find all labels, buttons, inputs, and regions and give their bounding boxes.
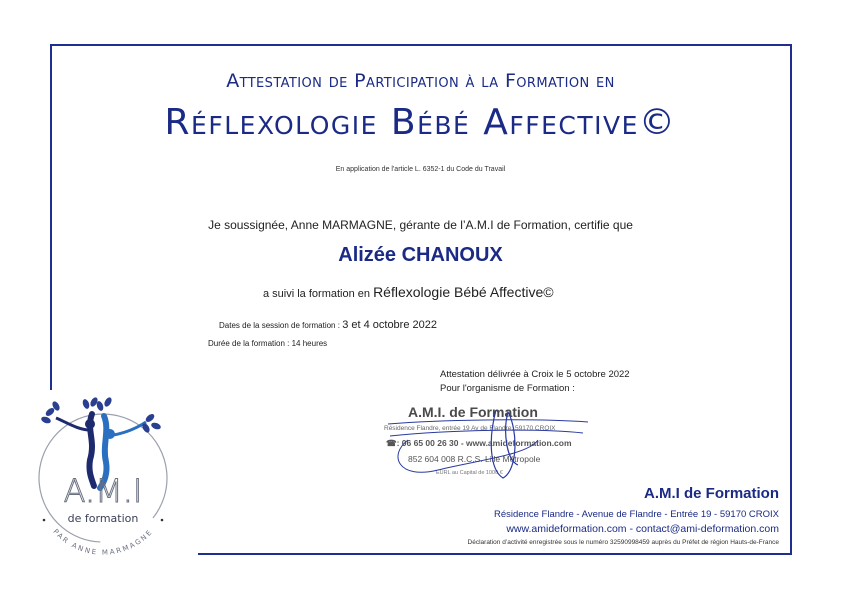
dates-value: 3 et 4 octobre 2022 [342,319,437,331]
signature-icon [378,400,598,485]
participant-name: Alizée CHANOUX [338,244,503,266]
certificate-title-line1: Attestation de Participation à la Formation en [226,70,615,92]
for-organization-label: Pour l'organisme de Formation : [440,383,575,394]
course-name: Réflexologie Bébé Affective© [373,284,554,300]
footer-address: Résidence Flandre - Avenue de Flandre - Entrée 19 - 59170 CROIX [494,509,779,520]
svg-text:PAR ANNE MARMAGNE: PAR ANNE MARMAGNE [51,527,155,557]
delivery-block [440,368,630,396]
stamp-name: A.M.I. de Formation [408,404,538,420]
certification-intro: Je soussignée, Anne MARMAGNE, gérante de l’A.M.I de Formation, certifie que [208,218,633,232]
footer-web-contact: www.amideformation.com - contact@ami-deformation.com [506,523,779,535]
footer-org-name: A.M.I de Formation [644,485,779,502]
stamp-capital: EURL au Capital de 1000 € [436,470,503,476]
company-stamp [378,400,598,485]
legal-reference: En application de l'article L. 6352-1 du Code du Travail [335,166,506,173]
svg-text:A.M.I: A.M.I [63,472,143,510]
session-duration: Durée de la formation : 14 heures [208,339,328,348]
ami-logo-icon [0,390,198,566]
course-followed-line [263,284,554,300]
stamp-rcs: 852 604 008 R.C.S. Lille Métropole [408,454,541,464]
delivery-statement: Attestation délivrée à Croix le 5 octobre 2022 [440,369,630,380]
stamp-phone-web: ☎: 06 65 00 26 30 - www.amideformation.com [386,438,572,448]
certificate-title-course: Réflexologie Bébé Affective© [164,102,677,143]
svg-text:de formation: de formation [67,512,139,525]
followed-prefix: a suivi la formation en [263,288,374,300]
footer-declaration: Déclaration d’activité enregistrée sous le numéro 32590998459 auprès du Préfet de région Hauts-de-France [467,539,779,546]
stamp-address: Résidence Flandre, entrée 19 Av de Flandre, 59170 CROIX [384,425,556,432]
ami-logo [0,390,198,566]
dates-label: Dates de la session de formation : [219,321,343,330]
session-dates [219,319,437,331]
